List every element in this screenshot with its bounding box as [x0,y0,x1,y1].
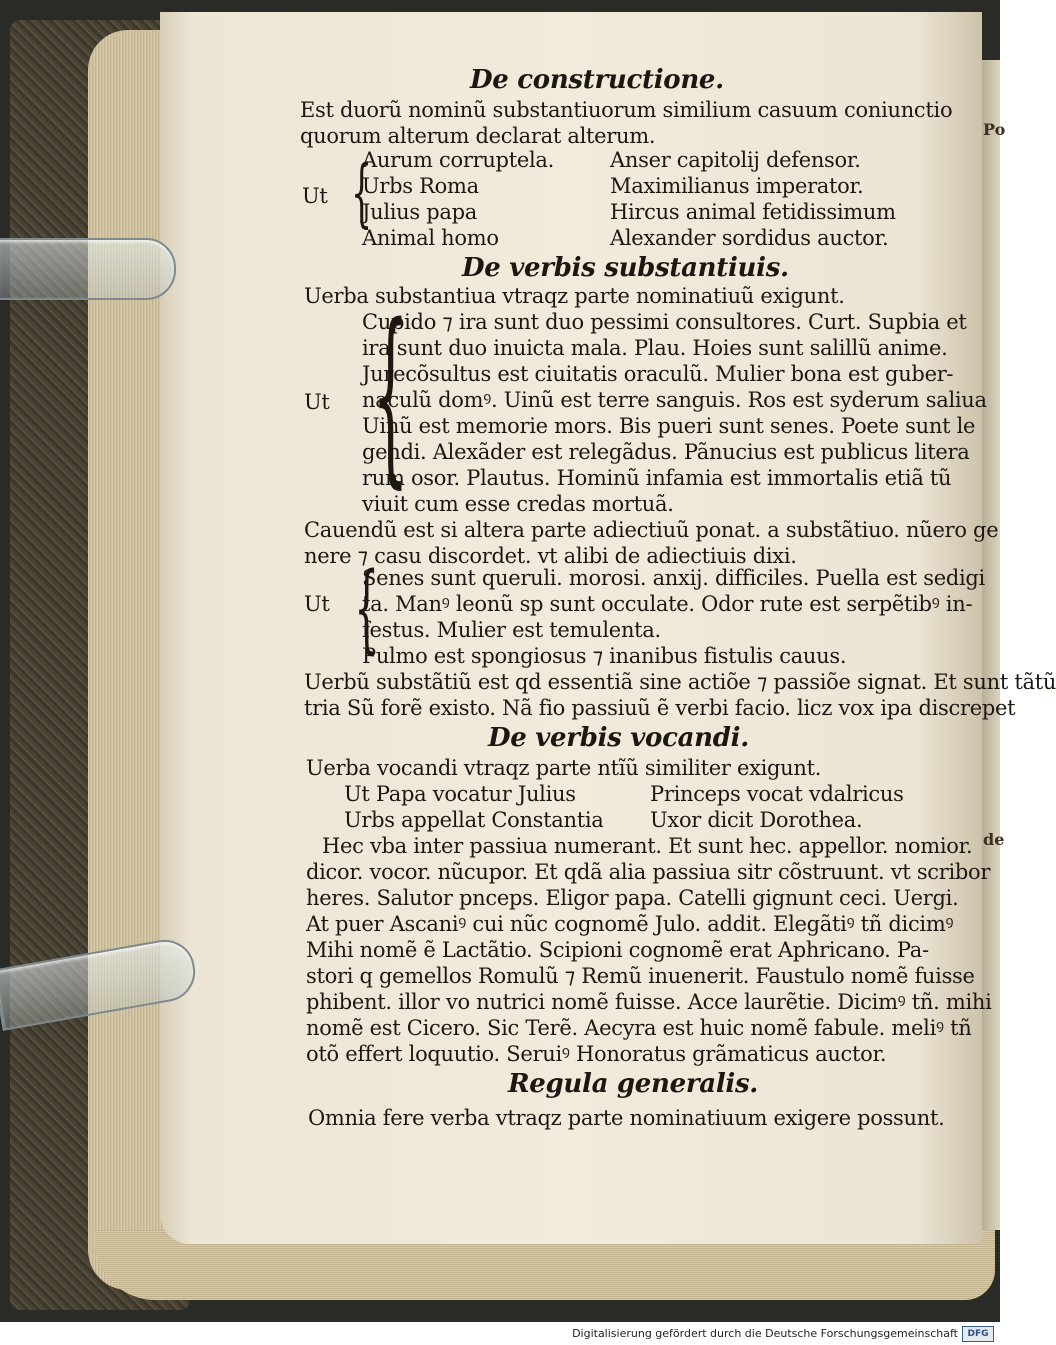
section-heading: De constructione. [470,65,724,95]
example-text: Urbs appellat Constantia [344,808,604,832]
text-line: dicor. vocor. nũcupor. Et qdã alia passiua sitr cõstruunt. vt scribor [306,860,991,884]
text-line: nomẽ est Cicero. Sic Terẽ. Aecyra est huic nomẽ fabule. meliꝰ tñ [306,1016,972,1040]
example-text: Alexander sordidus auctor. [610,226,889,250]
example-text: Anser capitolij defensor. [610,148,861,172]
text-line: gendi. Alexãder est relegãdus. Pãnucius est publicus litera [362,440,970,464]
facing-page-fragment: de [983,830,1005,849]
text-line: Senes sunt queruli. morosi. anxij. difficiles. Puella est sedigi [362,566,985,590]
text-line: stori q gemellos Romulũ ⁊ Remũ inuenerit. Faustulo nomẽ fuisse [306,964,975,988]
text-line: rum osor. Plautus. Hominũ infamia est immortalis etiã tũ [362,466,952,490]
example-text: Princeps vocat vdalricus [650,782,904,806]
dfg-logo: DFG [962,1326,994,1342]
brace: { [354,552,379,664]
text-line: Mihi nomẽ ẽ Lactãtio. Scipioni cognomẽ erat Aphricano. Pa- [306,938,929,962]
ut-label: Ut [304,592,330,616]
example-text: Maximilianus imperator. [610,174,864,198]
text-line: viuit cum esse credas mortuã. [362,492,674,516]
example-text: Hircus animal fetidissimum [610,200,896,224]
ut-label: Ut [302,184,328,208]
text-line: Uerba vocandi vtraqz parte ntĩũ similiter exigunt. [306,756,822,780]
text-line: Uerba substantiua vtraqz parte nominatiuũ exigunt. [304,284,845,308]
text-line: nere ⁊ casu discordet. vt alibi de adiectiuis dixi. [304,544,797,568]
text-line: Pulmo est spongiosus ⁊ inanibus fistulis cauus. [362,644,847,668]
brace: { [350,150,373,236]
text-line: At puer Ascaniꝰ cui nũc cognomẽ Julo. addit. Elegãtiꝰ tñ dicimꝰ [306,912,954,936]
text-line: quorum alterum declarat alterum. [300,124,656,148]
footer-bar [0,1322,1000,1345]
text-line: Uinũ est memorie mors. Bis pueri sunt senes. Poete sunt le [362,414,976,438]
example-text: Ut Papa vocatur Julius [344,782,576,806]
text-line: naculũ domꝰ. Uinũ est terre sanguis. Ros est syderum saliua [362,388,987,412]
text-line: otõ effert loquutio. Seruiꝰ Honoratus grãmaticus auctor. [306,1042,887,1066]
brace: { [372,284,409,505]
example-text: Aurum corruptela. [362,148,554,172]
text-line: Uerbũ substãtiũ est qd essentiã sine actiõe ⁊ passiõe signat. Et sunt tãtũ [304,670,1056,694]
example-text: Urbs Roma [362,174,479,198]
example-text: Animal homo [362,226,499,250]
example-text: Julius papa [362,200,477,224]
text-line: Cauendũ est si altera parte adiectiuũ ponat. a substãtiuo. nũero ge [304,518,999,542]
ut-label: Ut [304,390,330,414]
text-line: festus. Mulier est temulenta. [362,618,661,642]
text-line: tria Sũ forẽ existo. Nã fio passiuũ ẽ verbi facio. licz vox ipa discrepet [304,696,1016,720]
text-line: heres. Salutor pnceps. Eligor papa. Catelli gignunt ceci. Uergi. [306,886,959,910]
text-line: phibent. illor vo nutrici nomẽ fuisse. Acce laurẽtie. Dicimꝰ tñ. mihi [306,990,992,1014]
section-heading: De verbis vocandi. [488,723,749,753]
text-line: Omnia fere verba vtraqz parte nominatiuum exigere possunt. [308,1106,945,1130]
example-text: Uxor dicit Dorothea. [650,808,863,832]
section-heading: De verbis substantiuis. [462,253,789,283]
text-line: ira sunt duo inuicta mala. Plau. Hoies sunt salillũ anime. [362,336,948,360]
text-line: Hec vba inter passiua numerant. Et sunt hec. appellor. nomior. [322,834,973,858]
text-line: ta. Manꝰ leonũ sp sunt occulate. Odor rute est serpẽtibꝰ in- [362,592,973,616]
section-heading: Regula generalis. [508,1069,759,1099]
text-line: Jurecõsultus est ciuitatis oraculũ. Mulier bona est guber- [362,362,954,386]
text-line: Est duorũ nominũ substantiuorum similium casuum coniunctio [300,98,953,122]
funding-credit: Digitalisierung gefördert durch die Deutsche Forschungsgemeinschaft [572,1327,958,1340]
facing-page-fragment: Po [983,120,1006,139]
text-line: Cupido ⁊ ira sunt duo pessimi consultores. Curt. Supbia et [362,310,967,334]
